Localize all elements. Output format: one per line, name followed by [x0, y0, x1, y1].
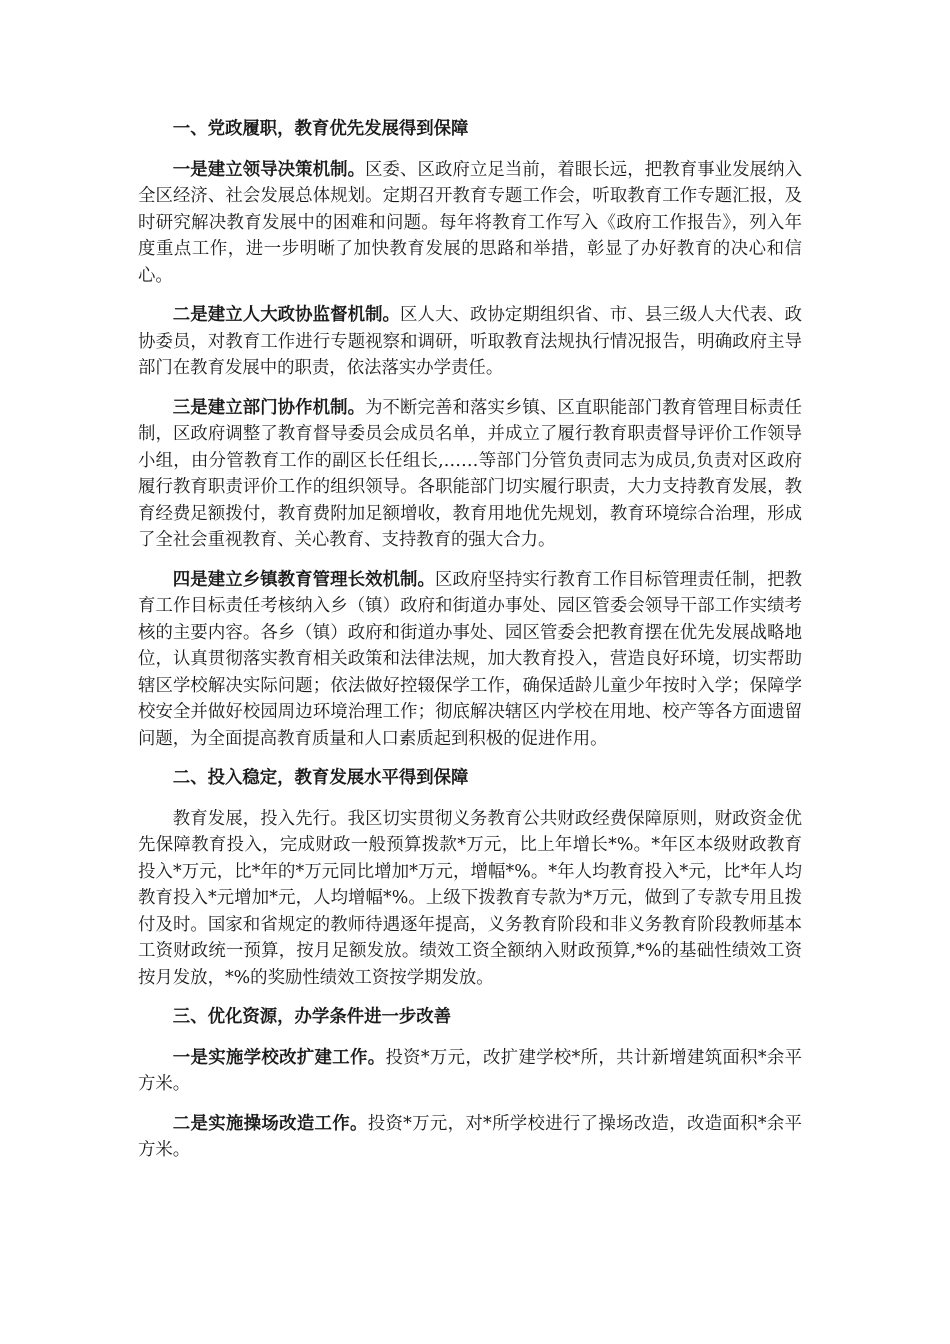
paragraph-lead: 一是建立领导决策机制。 [172, 159, 366, 180]
paragraph-lead: 二是实施操场改造工作。 [172, 1113, 368, 1134]
paragraph-lead: 四是建立乡镇教育管理长效机制。 [172, 569, 435, 590]
paragraph-text: 区人大、政协定期组织省、市、县三级人大代表、政协委员，对教育工作进行专题视察和调研，听取教育法规执行情况报告，明确政府主导部门在教育发展中的职责，依法落实办学责任。 [138, 305, 802, 378]
paragraph [138, 806, 802, 992]
paragraph [138, 1111, 802, 1164]
paragraph-text: 区政府坚持实行教育工作目标管理责任制，把教育工作目标责任考核纳入乡（镇）政府和街道办事处、园区管委会领导干部工作实绩考核的主要内容。各乡（镇）政府和街道办事处、园区管委会把教育摆在优先发展战略地位，认真贯彻落实教育相关政策和法律法规，加大教育投入，营造良好环境，切实帮助辖区学校解决实际问题；依法做好控辍保学工作，确保适龄儿童少年按时入学；保障学校安全并做好校园周边环境治理工作；彻底解决辖区内学校在用地、校产等各方面遗留问题，为全面提高教育质量和人口素质起到积极的促进作用。 [138, 569, 802, 749]
paragraph-text: 区委、区政府立足当前，着眼长远，把教育事业发展纳入全区经济、社会发展总体规划。定期召开教育专题工作会，听取教育工作专题汇报，及时研究解决教育发展中的困难和问题。每年将教育工作写入《政府工作报告》，列入年度重点工作，进一步明晰了加快教育发展的思路和举措，彰显了办好教育的决心和信心。 [138, 159, 802, 286]
paragraph-lead: 二是建立人大政协监督机制。 [172, 305, 401, 325]
paragraph [138, 395, 802, 554]
document-page [138, 116, 802, 1177]
paragraph [138, 1045, 802, 1098]
paragraph-text: 为不断完善和落实乡镇、区直职能部门教育管理目标责任制，区政府调整了教育督导委员会成员名单，并成立了履行教育职责督导评价工作领导小组，由分管教育工作的副区长任组长,……等部门分管负责同志为成员,负责对区政府履行教育职责评价工作的组织领导。各职能部门切实履行职责，大力支持教育发展，教育经费足额拨付，教育费附加足额增收，教育用地优先规划，教育环境综合治理，形成了全社会重视教育、关心教育、支持教育的强大合力。 [138, 397, 802, 550]
paragraph-text: 投资*万元，对*所学校进行了操场改造，改造面积*余平方米。 [138, 1113, 802, 1160]
paragraph [138, 567, 802, 753]
paragraph-text: 教育发展，投入先行。我区切实贯彻义务教育公共财政经费保障原则，财政资金优先保障教育投入，完成财政一般预算拨款*万元，比上年增长*%。*年区本级财政教育投入*万元，比*年的*万元同比增加*万元，增幅*%。*年人均教育投入*元，比*年人均教育投入*元增加*元，人均增幅*%。上级下拨教育专款为*万元，做到了专款专用且拨付及时。国家和省规定的教师待遇逐年提高，义务教育阶段和非义务教育阶段教师基本工资财政统一预算，按月足额发放。绩效工资全额纳入财政预算,*%的基础性绩效工资按月发放，*%的奖励性绩效工资按学期发放。 [138, 808, 802, 988]
section-heading: 二、投入稳定，教育发展水平得到保障 [172, 768, 469, 788]
paragraph-lead: 三是建立部门协作机制。 [172, 397, 366, 418]
section-heading: 一、党政履职，教育优先发展得到保障 [172, 119, 469, 139]
paragraph-text: 投资*万元，改扩建学校*所，共计新增建筑面积*余平方米。 [138, 1047, 802, 1094]
paragraph [138, 302, 802, 382]
paragraph [138, 157, 802, 290]
section-heading: 三、优化资源，办学条件进一步改善 [172, 1007, 452, 1027]
paragraph-lead: 一是实施学校改扩建工作。 [172, 1047, 386, 1068]
